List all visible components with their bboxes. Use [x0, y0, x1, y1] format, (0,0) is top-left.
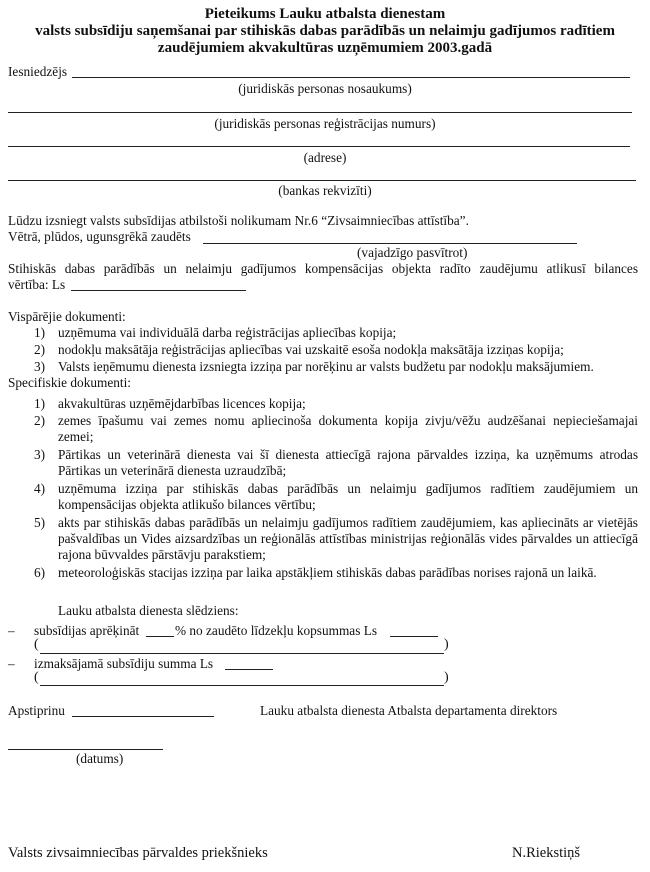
registration-number-field[interactable] — [8, 112, 632, 113]
form-subtitle-line2: zaudējumiem akvakultūras uzņēmumiem 2003.gadā — [157, 40, 493, 56]
calc-label-2: % no zaudēto līdzekļu kopsummas Ls — [175, 623, 377, 638]
payable-label: izmaksājamā subsīdiju summa Ls — [34, 656, 214, 671]
specific-docs-heading: Specifiskie dokumenti: — [8, 375, 131, 390]
loss-label: Vētrā, plūdos, ugunsgrēkā zaudēts — [8, 229, 191, 244]
paren-open: ( — [34, 670, 39, 685]
balance-value-field[interactable] — [71, 290, 246, 291]
dash-bullet: – — [8, 656, 15, 671]
list-item: uzņēmuma vai individuālā darba reģistrācijas apliecības kopija; — [58, 325, 397, 340]
dash-bullet: – — [8, 623, 15, 638]
total-losses-words-field[interactable] — [40, 653, 444, 654]
signatory-position: Valsts zivsaimniecības pārvaldes priekšnieks — [8, 845, 268, 861]
balance-text: Stihiskās dabas parādībās un nelaimju gadījumos kompensācijas objekta radīto zaudējumu atlikusī bilances — [8, 261, 638, 276]
total-losses-field[interactable] — [390, 636, 438, 637]
conclusion-heading: Lauku atbalsta dienesta slēdziens: — [58, 603, 239, 618]
address-caption: (adrese) — [303, 150, 347, 165]
loss-type-field[interactable] — [203, 243, 577, 244]
loss-caption: (vajadzīgo pasvītrot) — [357, 245, 468, 260]
list-item: akts par stihiskās dabas parādībās un nelaimju gadījumos radītiem zaudējumiem, kas apliecināts ar vietējās pašvaldības un Vides aizsardzības un reģionālās attīstības ministrijas reģionālās vides pārvaldes un attiecīgā rajona būvvaldes pārstāvju parakstiem; — [58, 515, 638, 562]
list-item-number: 3) — [34, 359, 46, 374]
list-item-number: 6) — [34, 565, 46, 580]
balance-label: vērtība: Ls — [8, 277, 66, 292]
approval-label: Apstiprinu — [8, 703, 65, 718]
applicant-name-caption: (juridiskās personas nosaukums) — [238, 81, 412, 96]
list-item-number: 2) — [34, 342, 46, 357]
applicant-name-field[interactable] — [72, 77, 630, 78]
list-item-number: 4) — [34, 481, 46, 496]
payable-words-field[interactable] — [40, 685, 444, 686]
list-item: zemes īpašumu vai zemes nomu apliecinoša dokumenta kopija zivju/vēžu audzēšanai nepieciešamajai zemei; — [58, 413, 638, 444]
form-title: Pieteikums Lauku atbalsta dienestam — [204, 6, 446, 22]
paren-close: ) — [444, 637, 449, 652]
paren-open: ( — [34, 637, 39, 652]
date-caption: (datums) — [76, 751, 124, 766]
approver-title: Lauku atbalsta dienesta Atbalsta departamenta direktors — [260, 703, 558, 718]
list-item-number: 1) — [34, 396, 46, 411]
list-item-number: 2) — [34, 413, 46, 428]
registration-number-caption: (juridiskās personas reģistrācijas numurs) — [214, 116, 436, 131]
list-item: nodokļu maksātāja reģistrācijas apliecības vai uzskaitē esoša nodokļa maksātāja izziņas kopija; — [58, 342, 564, 357]
request-text: Lūdzu izsniegt valsts subsīdijas atbilstoši nolikumam Nr.6 “Zivsaimniecības attīstība”. — [8, 213, 469, 228]
signatory-name: N.Riekstiņš — [512, 845, 581, 861]
list-item-number: 3) — [34, 447, 46, 462]
list-item: uzņēmuma izziņa par stihiskās dabas parādībās un nelaimju gadījumos radītiem zaudējumiem un kompensācijas objekta atlikušo bilances vērtību; — [58, 481, 638, 512]
date-field[interactable] — [8, 749, 163, 750]
list-item: Valsts ieņēmumu dienesta izsniegta izziņa par norēķinu ar valsts budžetu par nodokļu maksājumiem. — [58, 359, 594, 374]
list-item: akvakultūras uzņēmējdarbības licences kopija; — [58, 396, 306, 411]
approval-signature-field[interactable] — [72, 716, 214, 717]
paren-close: ) — [444, 670, 449, 685]
bank-details-field[interactable] — [8, 180, 636, 181]
applicant-label: Iesniedzējs — [8, 64, 68, 79]
list-item-number: 1) — [34, 325, 46, 340]
form-subtitle-line1: valsts subsīdiju saņemšanai par stihiskās dabas parādībās un nelaimju gadījumos radītiem — [35, 23, 615, 39]
percent-field[interactable] — [146, 636, 174, 637]
address-field[interactable] — [8, 146, 630, 147]
calc-label: subsīdijas aprēķināt — [34, 623, 140, 638]
payable-amount-field[interactable] — [225, 669, 273, 670]
general-docs-heading: Vispārējie dokumenti: — [8, 309, 126, 324]
bank-details-caption: (bankas rekvizīti) — [278, 183, 372, 198]
list-item-number: 5) — [34, 515, 46, 530]
list-item: Pārtikas un veterinārā dienesta vai šī dienesta attiecīgā rajona pārvaldes izziņa, ka uzņēmums atrodas Pārtikas un veterinārā dienesta uzraudzībā; — [58, 447, 638, 478]
list-item: meteoroloģiskās stacijas izziņa par laika apstākļiem stihiskās dabas parādības norises rajonā un laikā. — [58, 565, 597, 580]
